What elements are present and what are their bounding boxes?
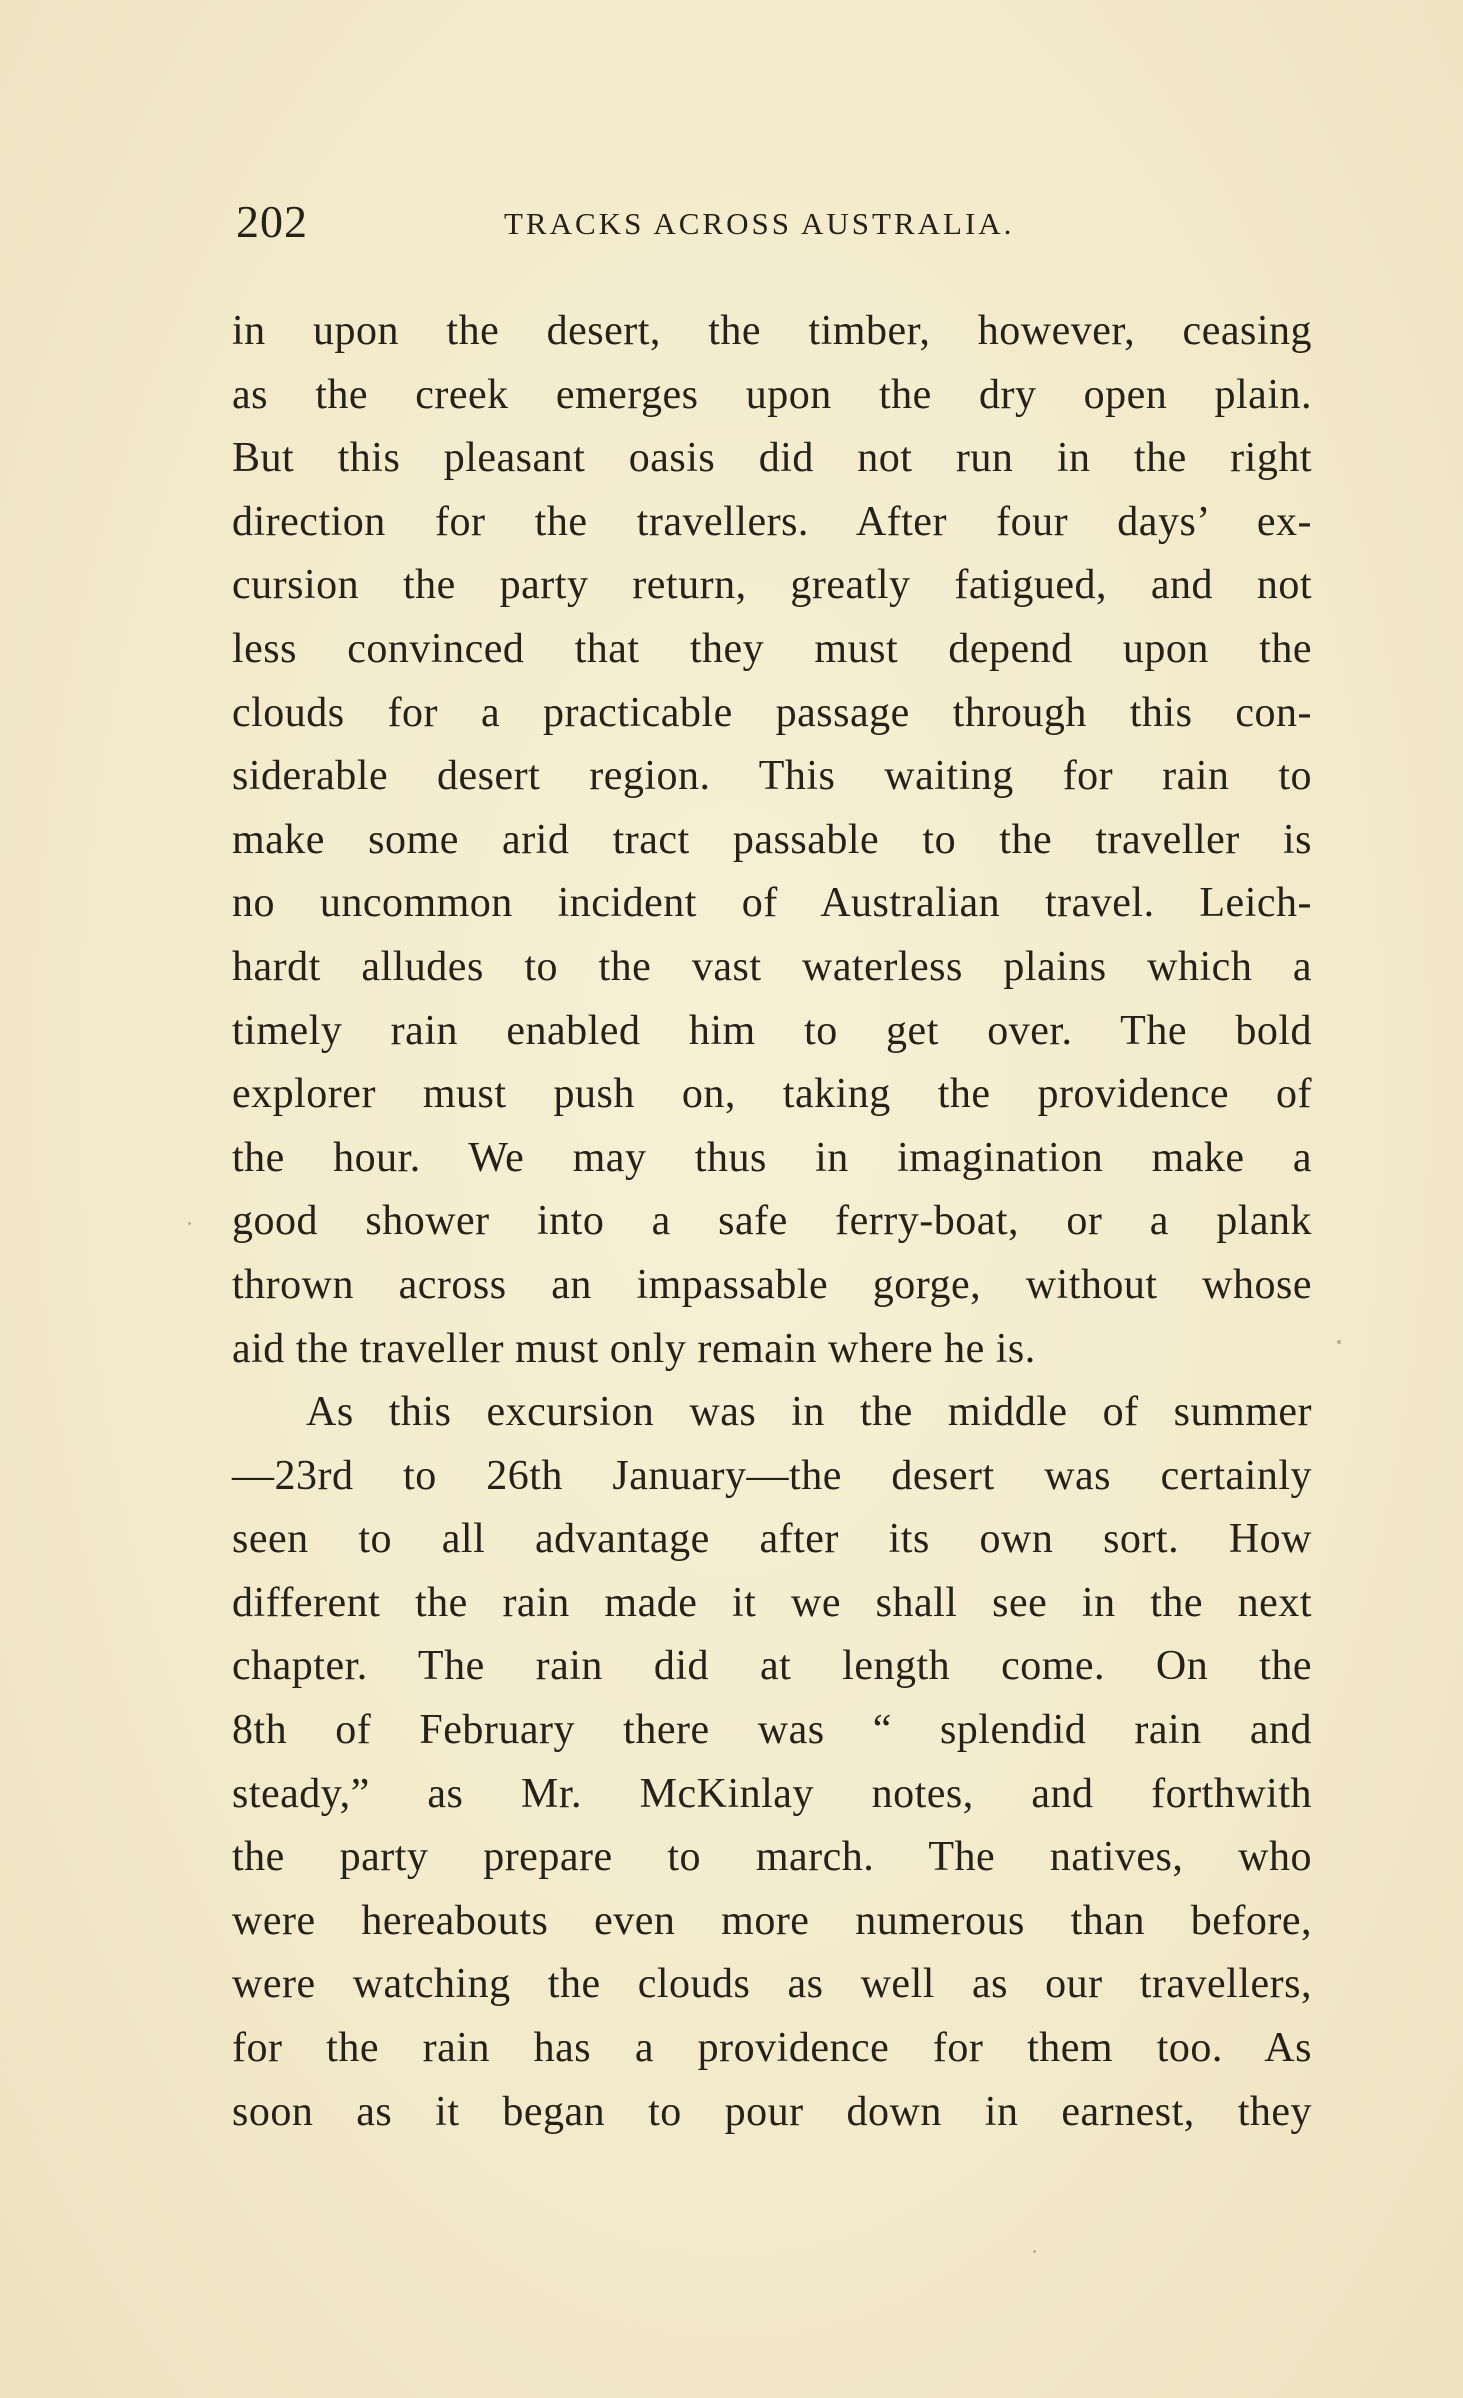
text-line: different the rain made it we shall see in the next bbox=[232, 1579, 1312, 1626]
text-line: timely rain enabled him to get over. The bold bbox=[232, 1007, 1312, 1054]
body-text bbox=[232, 300, 1312, 2144]
running-head bbox=[236, 192, 1308, 252]
text-line: direction for the travellers. After four days’ ex- bbox=[232, 498, 1312, 545]
text-line: siderable desert region. This waiting for rain to bbox=[232, 753, 1312, 800]
text-line: seen to all advantage after its own sort. How bbox=[232, 1516, 1312, 1563]
text-line: But this pleasant oasis did not run in the right bbox=[232, 435, 1312, 482]
text-line: clouds for a practicable passage through this con- bbox=[232, 689, 1312, 736]
text-line: hardt alludes to the vast waterless plains which a bbox=[232, 943, 1312, 990]
paper-speck bbox=[1337, 1340, 1341, 1344]
text-line: the party prepare to march. The natives, who bbox=[232, 1834, 1312, 1881]
text-line: the hour. We may thus in imagination make a bbox=[232, 1134, 1312, 1181]
text-line: less convinced that they must depend upon the bbox=[232, 625, 1312, 672]
text-line: good shower into a safe ferry-boat, or a plank bbox=[232, 1198, 1312, 1245]
running-title: TRACKS ACROSS AUSTRALIA. bbox=[504, 206, 1015, 241]
text-line: explorer must push on, taking the providence of bbox=[232, 1071, 1312, 1118]
text-line: were watching the clouds as well as our travellers, bbox=[232, 1961, 1312, 2008]
text-line: chapter. The rain did at length come. On the bbox=[232, 1643, 1312, 1690]
text-line: for the rain has a providence for them too. As bbox=[232, 2025, 1312, 2072]
paper-speck bbox=[1033, 2250, 1036, 2253]
text-line: 8th of February there was “ splendid rain and bbox=[232, 1707, 1312, 1754]
text-line: soon as it began to pour down in earnest, they bbox=[232, 2088, 1312, 2135]
text-line: no uncommon incident of Australian travel. Leich- bbox=[232, 880, 1312, 927]
paragraph-start-line: As this excursion was in the middle of summer bbox=[306, 1389, 1312, 1436]
text-line: make some arid tract passable to the traveller is bbox=[232, 816, 1312, 863]
text-line: as the creek emerges upon the dry open plain. bbox=[232, 371, 1312, 418]
text-line: thrown across an impassable gorge, without whose bbox=[232, 1261, 1312, 1308]
text-line: —23rd to 26th January—the desert was certainly bbox=[232, 1452, 1312, 1499]
text-line: steady,” as Mr. McKinlay notes, and forthwith bbox=[232, 1770, 1312, 1817]
text-line: in upon the desert, the timber, however, ceasing bbox=[232, 308, 1312, 354]
page-number: 202 bbox=[236, 196, 308, 247]
paragraph-end-line: aid the traveller must only remain where he is. bbox=[232, 1325, 1036, 1372]
text-line: cursion the party return, greatly fatigued, and not bbox=[232, 562, 1312, 609]
paper-speck bbox=[188, 1222, 191, 1225]
text-line: were hereabouts even more numerous than before, bbox=[232, 1897, 1312, 1944]
